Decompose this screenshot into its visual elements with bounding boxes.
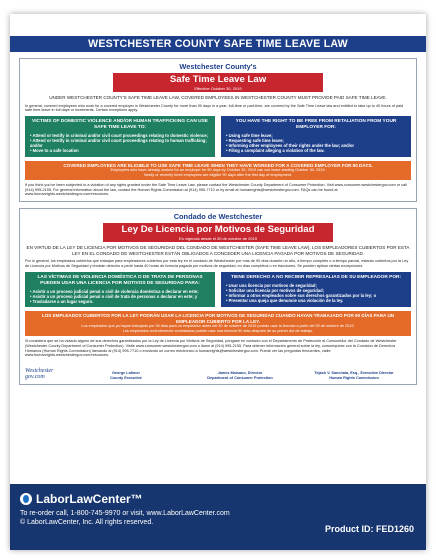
victims-list-en	[30, 133, 210, 154]
list-item: • Presentar una queja que denuncie una violación de la ley.	[226, 298, 406, 303]
columns-es	[25, 272, 411, 307]
signatory-title: Department of Consumer Protection	[207, 375, 273, 380]
english-section	[19, 58, 417, 202]
globe-icon	[20, 493, 32, 505]
signatory	[183, 371, 297, 380]
list-item: • Informing other employees of their rights under the law; and/or	[226, 143, 406, 148]
list-item: • Move to a safe location	[30, 148, 210, 153]
signatory	[69, 371, 183, 380]
county-seal-logo: Westchester gov.com	[25, 368, 54, 381]
footer	[10, 484, 426, 550]
columns-en	[25, 116, 411, 156]
victims-list-es	[30, 289, 210, 305]
eligibility-line: Los empleados que ya hayan trabajado por 90 días para un empleador antes del 30 de octubre de 2019 podrán usar la licencia a partir del 30 de octubre de 2019.	[81, 324, 355, 329]
poster-page	[10, 14, 426, 550]
list-item: • Informar a otros empleados sobre sus derechos garantizados por la ley; o	[226, 293, 406, 298]
reorder-text: To re-order call, 1-800-745-9970 or visit, www.LaborLawCenter.com	[20, 510, 230, 517]
eligibility-title-es: LOS EMPLEADOS CUBIERTOS POR LA LEY PODRÁN USAR LA LICENCIA POR MOTIVOS DE SEGURIDAD CUANDO HAYAN TRABAJADO POR 90 DÍAS PARA UN EMPLEADOR CUBIERTO POR LA LEY.	[41, 313, 395, 324]
rights-list-en	[226, 133, 406, 154]
victims-box-en	[25, 116, 215, 156]
signatory-name: Tejash V. Sanchala, Esq., Executive Director	[314, 370, 394, 375]
eligibility-line: Los empleados recientemente contratados podrán usar una licencia 90 días después de su primer día de trabajo.	[122, 329, 314, 334]
signatory-name: James Maisano, Director	[217, 370, 263, 375]
eligibility-bar-en	[25, 161, 411, 180]
intro-paragraph-es: Por lo general, los empleados cubiertos que trabajan para empleadores cubiertos por esta ley en el condado de Westchester por más de 90 días durante un año, a tiempo completo o a tiempo parcial, estarán cubiertos por la Ley de Licencia por Motivos de Seguridad y tendrán derecho a pedir hasta 40 horas de licencia pagada por motivos de seguridad, en días completos o en fracciones. Se pueden aplicar ciertas excepciones.	[25, 259, 409, 269]
list-item: • Attend or testify in criminal and/or civil court proceedings relating to domestic violence;	[30, 133, 210, 138]
rights-box-es	[221, 272, 411, 307]
rights-box-en	[221, 116, 411, 156]
product-id: Product ID: FED1260	[324, 524, 414, 534]
signatory-name: George Latimer	[111, 370, 141, 375]
spanish-section	[19, 208, 417, 385]
list-item: • Asistir a un proceso judicial penal o civil de trata de personas o declarar en este; y	[30, 294, 210, 299]
list-item: • Asistir a un proceso judicial penal o civil de violencia doméstica o declarar en este;	[30, 289, 210, 294]
signatory-title: Human Rights Commission	[329, 375, 379, 380]
victims-title-en: VICTIMS OF DOMESTIC VIOLENCE AND/OR HUMAN TRAFFICKING CAN USE SAFE TIME LEAVE TO:	[32, 119, 208, 130]
list-item: • Requesting safe time leave;	[226, 138, 406, 143]
lead-statement-en: UNDER WESTCHESTER COUNTY'S SAFE TIME LEAVE LAW, COVERED EMPLOYEES IN WESTCHESTER COUNTY MUST PROVIDE PAID SAFE TIME LEAVE.	[49, 95, 387, 100]
list-item: • Usar una licencia por motivos de seguridad;	[226, 283, 406, 288]
list-item: • Filing a complaint alleging a violation of the law.	[226, 148, 406, 153]
list-item: • Attend or testify in criminal and/or civil court proceedings relating to human trafficking; and/or	[30, 138, 210, 148]
law-name-en: Safe Time Leave Law	[169, 74, 267, 85]
signatory-title: County Executive	[110, 375, 142, 380]
copyright-text: © LaborLawCenter, Inc. All rights reserved.	[20, 519, 154, 526]
signatory	[297, 371, 411, 380]
main-title: WESTCHESTER COUNTY SAFE TIME LEAVE LAW	[10, 36, 426, 52]
rights-list-es	[226, 283, 406, 304]
law-name-es: Ley De Licencia por Motivos de Seguridad	[121, 224, 315, 236]
contact-paragraph-es: Si considera que se ha violado alguno de sus derechos garantizados por la Ley de Licencia por Motivos de Seguridad, póngase en contacto con el Departamento de Protección al Consumidor del Condado de Westchester (Westchester County Department of Consumer Protection). Visite www.consumer.westchestergov.com o llame al (914) 995-2155. Para obtener información general sobre la ley, comuníquese con la Comisión de Derechos Humanos (Human Rights Commission) llamando al (914) 995-7710 o enviando un correo electrónico a humanrights@westchestergov.com. Puede ver las preguntas frecuentes, visite www.humanrights.westchestergov.com/resources.	[25, 338, 397, 358]
victims-box-es	[25, 272, 215, 307]
effective-date-es: En vigencia desde el 30 de octubre de 2019	[178, 236, 258, 242]
list-item: • Trasladarse a un lugar seguro.	[30, 299, 210, 304]
eligibility-bar-es	[25, 311, 411, 336]
list-item: • Solicitar una licencia por motivos de seguridad;	[226, 288, 406, 293]
contact-paragraph-en: If you think you've been subjected to a violation of any rights granted under the Safe Time Leave Law, please contact the Westchester County Department of Consumer Protection. Visit www.consumer.westchestergov.com or call (914) 995-2155. For general information about the law, contact the Human Rights Commission at (914) 995-7710 or by email at humanrights@westchestergov.com. FAQs can be found at www.humanrights.westchestergov.com/resources.	[25, 182, 407, 197]
list-item: • Using safe time leave;	[226, 133, 406, 138]
poster	[10, 14, 426, 482]
brand-logo	[20, 492, 416, 506]
eligibility-title-en: COVERED EMPLOYEES ARE ELIGIBLE TO USE SAFE TIME LEAVE WHEN THEY HAVE WORKED FOR A COVERED EMPLOYER FOR 90 DAYS.	[63, 162, 373, 168]
rights-title-en: YOU HAVE THE RIGHT TO BE FREE FROM RETALIATION FROM YOUR EMPLOYER FOR:	[235, 119, 397, 130]
signature-row	[25, 362, 411, 380]
law-name-banner-en	[113, 73, 323, 92]
lead-statement-es: EN VIRTUD DE LA LEY DE LICENCIA POR MOTIVOS DE SEGURIDAD DEL CONDADO DE WESTCHESTER (SAFE TIME LEAVE LAW), LOS EMPLEADORES CUBIERTOS POR ESTA LEY EN EL CONDADO DE WESTCHESTER ESTÁN OBLIGADOS A CONCEDER UNA LICENCIA PAGADA POR MOTIVOS DE SEGURIDAD.	[26, 245, 410, 256]
eligibility-line: Employees who have already worked for an employer for 90 days by October 30, 2019 can use leave starting October 30, 2019.	[110, 168, 326, 173]
brand-name: LaborLawCenter™	[36, 492, 143, 506]
rights-title-es: TIENE DERECHO A NO RECIBIR REPRESALIAS DE SU EMPLEADOR POR:	[230, 274, 402, 280]
eligibility-line: Newly or recently hired employees are eligible 90 days after the first day of employment.	[143, 172, 293, 177]
law-name-banner-es	[103, 223, 333, 242]
county-title-es: Condado de Westchester	[173, 212, 263, 222]
intro-paragraph-en: In general, covered employees who work for a covered employer in Westchester County for more than 90 days in a year, full-time or part-time, are covered by the Safe Time Leave law and entitled to take up to 40 hours of paid safe time leave in full days or increments. Certain exceptions apply.	[25, 103, 404, 113]
victims-title-es: LAS VÍCTIMAS DE VIOLENCIA DOMÉSTICA O DE TRATA DE PERSONAS PUEDEN USAR UNA LICENCIA POR MOTIVOS DE SEGURIDAD PARA:	[37, 274, 203, 286]
effective-date-en: Effective October 30, 2019	[194, 86, 242, 91]
county-title-en: Westchester County's	[179, 62, 257, 71]
